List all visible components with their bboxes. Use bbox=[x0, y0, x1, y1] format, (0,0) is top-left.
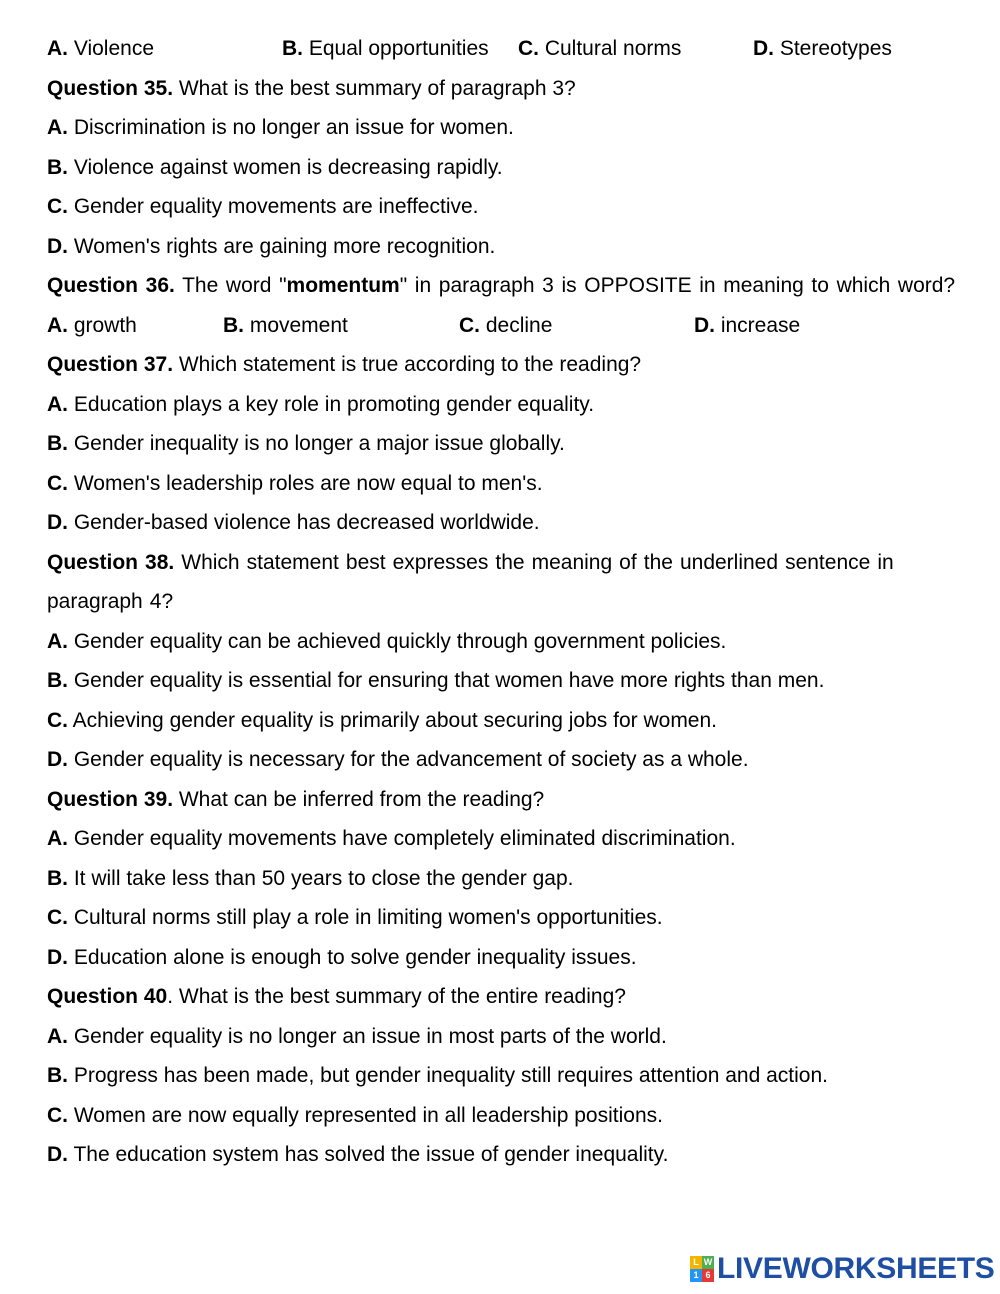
q38-option-b[interactable]: B. Gender equality is essential for ensuring that women have more rights than men. bbox=[47, 669, 825, 692]
q37-option-c[interactable]: C. Women's leadership roles are now equal to men's. bbox=[47, 471, 543, 495]
q36-option-b[interactable]: B. movement bbox=[223, 313, 348, 337]
q38-option-d[interactable]: D. Gender equality is necessary for the advancement of society as a whole. bbox=[47, 748, 749, 771]
q40-prompt: Question 40. What is the best summary of the entire reading? bbox=[47, 985, 626, 1008]
q37-option-a[interactable]: A. Education plays a key role in promoting gender equality. bbox=[47, 392, 595, 416]
worksheet-page bbox=[47, 29, 962, 1175]
q36-prompt: Question 36. The word "momentum" in paragraph 3 is OPPOSITE in meaning to which word? bbox=[47, 274, 956, 297]
q37-option-b[interactable]: B. Gender inequality is no longer a major issue globally. bbox=[47, 432, 565, 455]
q36-option-d[interactable]: D. increase bbox=[694, 313, 801, 337]
q36-option-c[interactable]: C. decline bbox=[459, 313, 553, 337]
q38-prompt: Question 38. Which statement best expresses the meaning of the underlined sentence in paragraph 4? bbox=[47, 550, 894, 613]
q36-keyword: momentum bbox=[286, 274, 400, 297]
q35-option-d[interactable]: D. Women's rights are gaining more recognition. bbox=[47, 234, 496, 258]
q38-option-a[interactable]: A. Gender equality can be achieved quickly through government policies. bbox=[47, 629, 727, 653]
q37-option-d[interactable]: D. Gender-based violence has decreased worldwide. bbox=[47, 511, 540, 534]
logo-cell-w: W bbox=[703, 1257, 713, 1267]
q34-option-b[interactable]: B. Equal opportunities bbox=[282, 37, 489, 60]
q35-prompt: Question 35. What is the best summary of paragraph 3? bbox=[47, 76, 576, 100]
q39-option-b[interactable]: B. It will take less than 50 years to close the gender gap. bbox=[47, 866, 574, 890]
q34-option-a[interactable]: A. Violence bbox=[47, 37, 155, 60]
q39-option-d[interactable]: D. Education alone is enough to solve gender inequality issues. bbox=[47, 945, 637, 969]
q40-option-c[interactable]: C. Women are now equally represented in all leadership positions. bbox=[47, 1103, 663, 1127]
q40-option-b[interactable]: B. Progress has been made, but gender inequality still requires attention and action. bbox=[47, 1064, 828, 1087]
q39-option-a[interactable]: A. Gender equality movements have completely eliminated discrimination. bbox=[47, 827, 736, 850]
q39-prompt: Question 39. What can be inferred from the reading? bbox=[47, 787, 545, 811]
q39-option-c[interactable]: C. Cultural norms still play a role in limiting women's opportunities. bbox=[47, 906, 663, 929]
q40-option-d[interactable]: D. The education system has solved the issue of gender inequality. bbox=[47, 1143, 669, 1166]
q34-options bbox=[47, 29, 962, 69]
liveworksheets-logo[interactable] bbox=[690, 1252, 995, 1286]
q40-option-a[interactable]: A. Gender equality is no longer an issue in most parts of the world. bbox=[47, 1024, 667, 1048]
q37-prompt: Question 37. Which statement is true according to the reading? bbox=[47, 353, 642, 376]
q35-option-a[interactable]: A. Discrimination is no longer an issue for women. bbox=[47, 116, 514, 139]
q34-option-d[interactable]: D. Stereotypes bbox=[753, 37, 892, 60]
logo-cell-6: 6 bbox=[702, 1269, 714, 1282]
q36-option-a[interactable]: A. growth bbox=[47, 313, 137, 337]
q35-option-c[interactable]: C. Gender equality movements are ineffective. bbox=[47, 195, 479, 218]
logo-cell-1: 1 bbox=[690, 1269, 702, 1282]
liveworksheets-wordmark: LIVEWORKSHEETS bbox=[717, 1252, 995, 1285]
q35-option-b[interactable]: B. Violence against women is decreasing rapidly. bbox=[47, 155, 503, 179]
q34-option-c[interactable]: C. Cultural norms bbox=[518, 37, 682, 60]
q38-option-c[interactable]: C. Achieving gender equality is primarily about securing jobs for women. bbox=[47, 708, 718, 732]
logo-cell-l: L bbox=[690, 1256, 702, 1269]
liveworksheets-logo-icon bbox=[690, 1256, 714, 1282]
q36-options bbox=[47, 306, 962, 346]
